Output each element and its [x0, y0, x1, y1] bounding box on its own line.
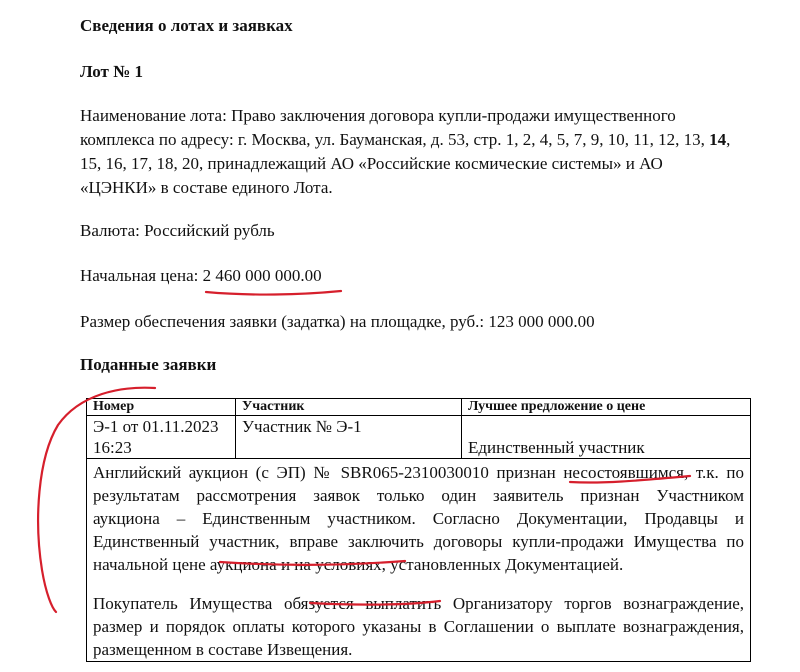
- lot-name-line-4: «ЦЭНКИ» в составе единого Лота.: [80, 178, 333, 197]
- desc-line: размер и порядок оплаты которого указаны в Соглашении о выплате вознаграждения,: [93, 617, 744, 636]
- desc-line: начальной цене аукциона и на условиях, установленных Документацией.: [93, 555, 624, 574]
- lot-name-line-3: 15, 16, 17, 18, 20, принадлежащий АО «Российские космические системы» и АО: [80, 154, 663, 173]
- lot-name-line-2-text: комплекса по адресу: г. Москва, ул. Бауманская, д. 53, стр. 1, 2, 4, 5, 7, 9, 10, 11, 12, 13,: [80, 130, 710, 149]
- bid-number: [87, 416, 236, 459]
- header-participant: Участник: [236, 399, 462, 416]
- desc-line: Покупатель Имущества обязуется выплатить Организатору торгов вознаграждение,: [93, 594, 744, 613]
- start-price-value: 2 460 000 000.00: [202, 266, 322, 285]
- bids-table: [86, 398, 751, 662]
- underline-start-price: [206, 291, 341, 295]
- currency: Валюта: Российский рубль: [80, 221, 275, 240]
- table-description-row: [87, 459, 751, 662]
- start-price: [80, 264, 322, 288]
- lot-name-line-2-tail: ,: [726, 130, 731, 149]
- lot-title: Лот № 1: [80, 62, 143, 81]
- bid-description: [87, 459, 751, 662]
- bid-number-time: 16:23: [93, 438, 132, 457]
- desc-line: размещенном в составе Извещения.: [93, 640, 353, 659]
- desc-line: Английский аукцион (с ЭП) № SBR065-2310030010 признан несостоявшимся, т.к. по: [93, 463, 744, 482]
- header-best-offer: Лучшее предложение о цене: [462, 399, 751, 416]
- lot-name-line-2: [80, 128, 730, 152]
- bids-heading: Поданные заявки: [80, 355, 217, 374]
- table-header-row: [87, 399, 751, 416]
- section-heading: Сведения о лотах и заявках: [80, 16, 293, 35]
- table-row: [87, 416, 751, 459]
- start-price-label: Начальная цена:: [80, 266, 199, 285]
- bid-number-date: Э-1 от 01.11.2023: [93, 417, 219, 436]
- desc-line: аукциона – Единственным участником. Согласно Документации, Продавцы и: [93, 509, 744, 528]
- deposit: Размер обеспечения заявки (задатка) на площадке, руб.: 123 000 000.00: [80, 312, 595, 331]
- header-number: Номер: [87, 399, 236, 416]
- bid-best-offer-text: Единственный участник: [468, 438, 645, 457]
- desc-line: результатам рассмотрения заявок только один заявитель признан Участником: [93, 486, 744, 505]
- desc-line: Единственный участник, вправе заключить договоры купли-продажи Имущества по: [93, 532, 744, 551]
- bid-participant: Участник № Э-1: [236, 416, 462, 459]
- lot-name-line-1: Наименование лота: Право заключения договора купли-продажи имущественного: [80, 106, 676, 125]
- bid-best-offer: [462, 416, 751, 459]
- lot-name-bold-number: 14: [709, 130, 727, 149]
